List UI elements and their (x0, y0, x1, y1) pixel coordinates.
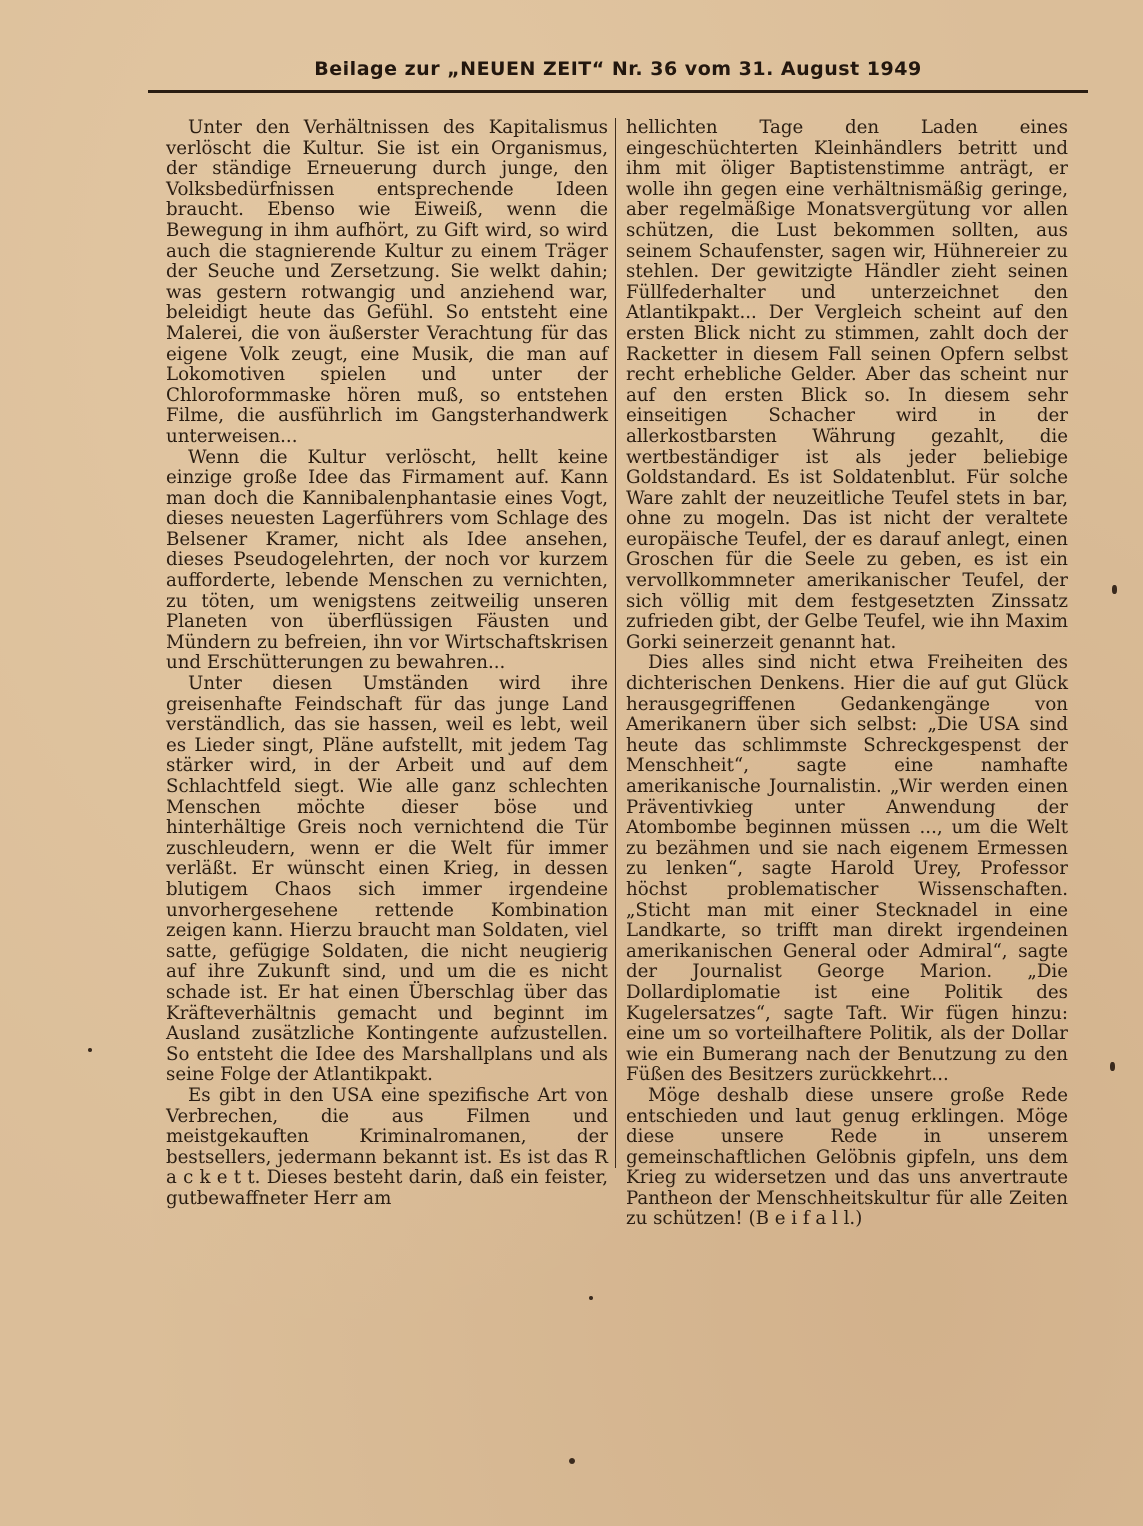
column-divider (615, 118, 616, 1168)
left-paragraph-3: Unter diesen Umständen wird ihre greisenhafte Feindschaft für das junge Land verständlich, das sie hassen, weil es lebt, weil es Lieder singt, Pläne aufstellt, mit jedem Tag stärker wird, in der Arbeit und auf dem Schlachtfeld siegt. Wie alle ganz schlechten Menschen möchte dieser böse und hinterhältige Greis noch vernichtend die Tür zuschleudern, wenn er die Welt für immer verläßt. Er wünscht einen Krieg, in dessen blutigem Chaos sich immer irgendeine unvorhergesehene rettende Kombination zeigen kann. Hierzu braucht man Soldaten, viel satte, gefügige Soldaten, die nicht neugierig auf ihre Zukunft sind, und um die es nicht schade ist. Er hat einen Überschlag über das Kräfteverhältnis gemacht und beginnt im Ausland zusätzliche Kontingente aufzustellen. So entsteht die Idee des Marshallplans und als seine Folge der Atlantikpakt. (166, 673, 608, 1086)
left-paragraph-4: Es gibt in den USA eine spezifische Art von Verbrechen, die aus Filmen und meistgekauften Kriminalromanen, der bestsellers, jedermann bekannt ist. Es ist das R a c k e t t. Dieses besteht darin, daß ein feister, gutbewaffneter Herr am (166, 1084, 608, 1209)
right-paragraph-1: hellichten Tage den Laden eines eingeschüchterten Kleinhändlers betritt und ihm mit öliger Baptistenstimme anträgt, er wolle ihn gegen eine verhältnismäßig geringe, aber regelmäßige Monatsvergütung vor allen schützen, die Lust bekommen sollten, aus seinem Schaufenster, sagen wir, Hühnereier zu stehlen. Der gewitzigte Händler zieht seinen Füllfederhalter und unterzeichnet den Atlantikpakt... Der Vergleich scheint auf den ersten Blick nicht zu stimmen, zahlt doch der Racketter in diesem Fall seinen Opfern selbst recht erhebliche Gelder. Aber das scheint nur auf den ersten Blick so. In diesem sehr einseitigen Schacher wird in der allerkostbarsten Währung gezahlt, die wertbeständiger ist als jeder beliebige Goldstandard. Es ist Soldatenblut. Für solche Ware zahlt der neuzeitliche Teufel stets in bar, ohne zu mogeln. Das ist nicht der veraltete europäische Teufel, der es darauf anlegt, einen Groschen für die Seele zu geben, es ist ein vervollkommneter amerikanischer Teufel, der sich völlig mit dem festgesetzten Zinssatz zufrieden gibt, der Gelbe Teufel, wie ihn Maxim Gorki seinerzeit genannt hat. (626, 117, 1068, 653)
right-paragraph-3: Möge deshalb diese unsere große Rede entschieden und laut genug erklingen. Möge diese unsere Rede in unserem gemeinschaftlichen Gelöbnis gipfeln, uns dem Krieg zu widersetzen und das uns anvertraute Pantheon der Menschheitskultur für alle Zeiten zu schützen! (B e i f a l l.) (626, 1084, 1068, 1230)
left-paragraph-1: Unter den Verhältnissen des Kapitalismus verlöscht die Kultur. Sie ist ein Organismus, der ständige Erneuerung durch junge, den Volksbedürfnissen entsprechende Ideen braucht. Ebenso wie Eiweiß, wenn die Bewegung in ihm aufhört, zu Gift wird, so wird auch die stagnierende Kultur zu einem Träger der Seuche und Zersetzung. Sie welkt dahin; was gestern rotwangig und anziehend war, beleidigt heute das Gefühl. So entsteht eine Malerei, die von äußerster Verachtung für das eigene Volk zeugt, eine Musik, die man auf Lokomotiven spielen und unter der Chloroformmaske hören muß, so entstehen Filme, die ausführlich im Gangsterhandwerk unterweisen... (166, 117, 608, 447)
ink-speck (589, 1296, 593, 1300)
ink-speck (569, 1458, 575, 1464)
ink-speck (88, 1048, 92, 1052)
right-paragraph-2: Dies alles sind nicht etwa Freiheiten des dichterischen Denkens. Hier die auf gut Glück herausgegriffenen Gedankengänge von Amerikanern über sich selbst: „Die USA sind heute das schlimmste Schreckgespenst der Menschheit“, sagte eine namhafte amerikanische Journalistin. „Wir werden einen Präventivkieg unter Anwendung der Atombombe beginnen müssen ..., um die Welt zu bezähmen und sie nach eigenem Ermessen zu lenken“, sagte Harold Urey, Professor höchst problematischer Wissenschaften. „Sticht man mit einer Stecknadel in eine Landkarte, so trifft man direkt irgendeinen amerikanischen General oder Admiral“, sagte der Journalist George Marion. „Die Dollardiplomatie ist eine Politik des Kugelersatzes“, sagte Taft. Wir fügen hinzu: eine um so vorteilhaftere Politik, als der Dollar wie ein Bumerang nach der Benutzung zu den Füßen des Besitzers zurückkehrt... (626, 652, 1068, 1086)
header-rule (148, 90, 1088, 93)
left-paragraph-2: Wenn die Kultur verlöscht, hellt keine einzige große Idee das Firmament auf. Kann man doch die Kannibalenphantasie eines Vogt, dieses neuesten Lagerführers vom Schlage des Belsener Kramer, nicht als Idee ansehen, dieses Pseudogelehrten, der noch vor kurzem aufforderte, lebende Menschen zu vernichten, zu töten, um wenigstens zeitweilig unseren Planeten von überflüssigen Fäusten und Mündern zu befreien, ihn vor Wirtschaftskrisen und Erschütterungen zu bewahren... (166, 446, 608, 674)
right-column (626, 118, 1068, 1230)
left-column (166, 118, 608, 1209)
page-header: Beilage zur „NEUEN ZEIT“ Nr. 36 vom 31. August 1949 (314, 58, 922, 80)
ink-speck (1110, 1062, 1115, 1071)
ink-speck (1112, 585, 1117, 594)
